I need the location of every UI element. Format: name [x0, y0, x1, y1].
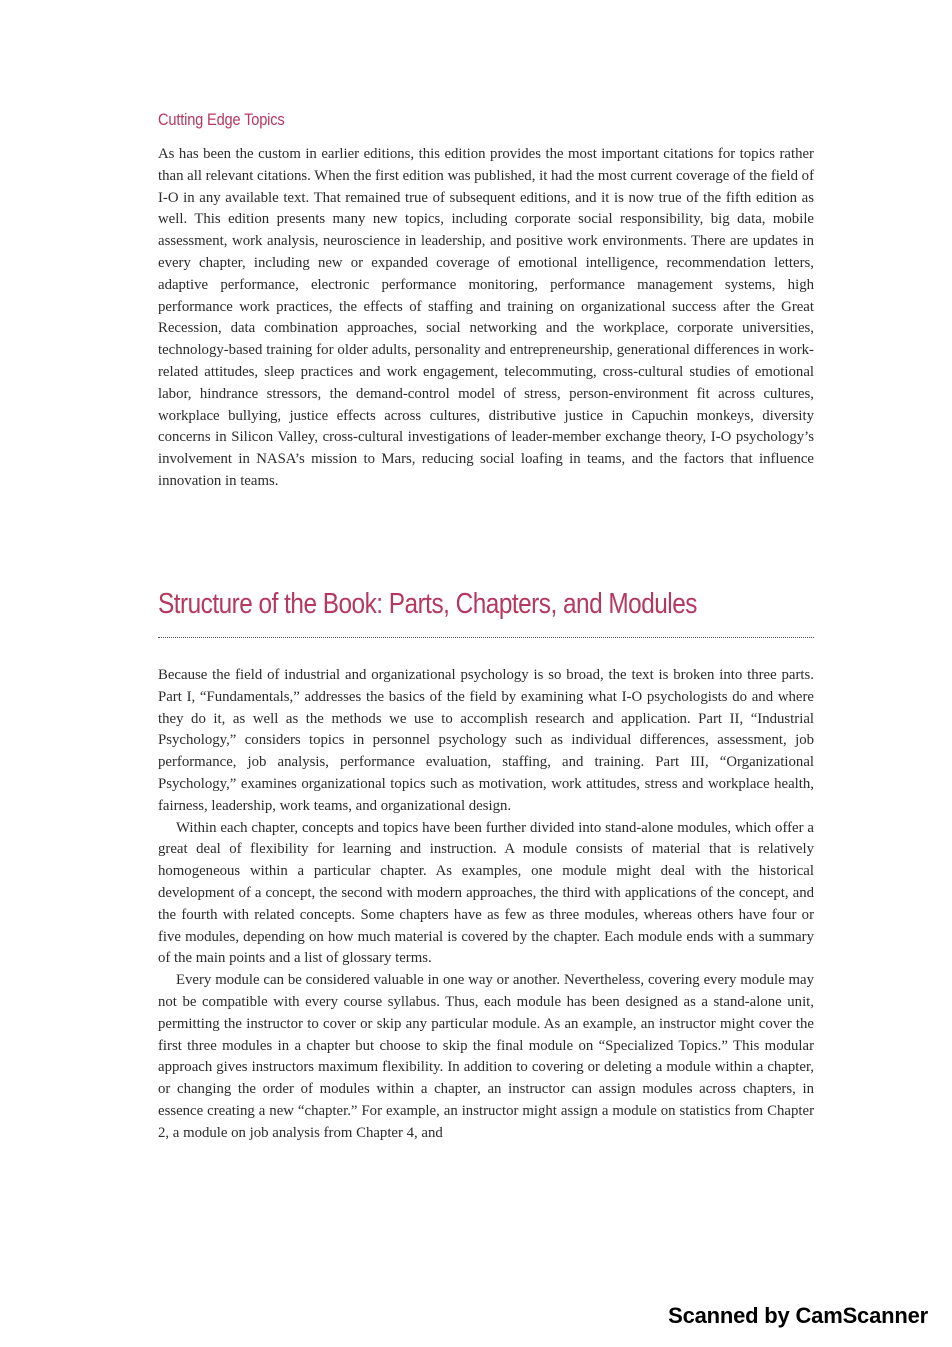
- section-paragraph: Within each chapter, concepts and topics have been further divided into stand-alone modules, which offer a great deal of flexibility for learning and instruction. A module consists of material that is relatively homogeneous within a particular chapter. As examples, one module might deal with the historical development of a concept, the second with modern approaches, the third with applications of the concept, and the fourth with related concepts. Some chapters have as few as three modules, whereas others have four or five modules, depending on how much material is covered by the chapter. Each module ends with a summary of the main points and a list of glossary terms.: [158, 819, 814, 967]
- subsection-paragraph: As has been the custom in earlier editions, this edition provides the most important citations for topics rather than all relevant citations. When the first edition was published, it had the most current coverage of the field of I-O in any available text. That remained true of subsequent editions, and it is now true of the fifth edition as well. This edition presents many new topics, including corporate social responsibility, big data, mobile assessment, work analysis, neuroscience in leadership, and positive work environments. There are updates in every chapter, including new or expanded coverage of emotional intelligence, recommendation letters, adaptive performance, electronic performance monitoring, performance management systems, high performance work practices, the effects of staffing and training on organizational success after the Great Recession, data combination approaches, social networking and the workplace, corporate universities, technology-based training for older adults, personality and entrepreneurship, generational differences in work-related attitudes, sleep practices and work engagement, telecommuting, cross-cultural studies of emotional labor, hindrance stressors, the demand-control model of stress, person-environment fit across cultures, workplace bullying, justice effects across cultures, distributive justice in Capuchin monkeys, diversity concerns in Silicon Valley, cross-cultural investigations of leader-member exchange theory, I-O psychology’s involvement in NASA’s mission to Mars, reducing social loafing in teams, and the factors that influence innovation in teams.: [158, 146, 814, 489]
- section-body: [158, 665, 814, 1145]
- section-paragraph: Every module can be considered valuable in one way or another. Nevertheless, covering every module may not be compatible with every course syllabus. Thus, each module has been designed as a stand-alone unit, permitting the instructor to cover or skip any particular module. As an example, an instructor might cover the first three modules in a chapter but choose to skip the final module on “Specialized Topics.” This modular approach gives instructors maximum flexibility. In addition to covering or deleting a module within a chapter, or changing the order of modules within a chapter, an instructor can assign modules across chapters, in essence creating a new “chapter.” For example, an instructor might assign a module on statistics from Chapter 2, a module on job analysis from Chapter 4, and: [158, 972, 814, 1141]
- dotted-divider: [158, 637, 814, 638]
- section-title: Structure of the Book: Parts, Chapters, and Modules: [158, 588, 697, 620]
- scanner-watermark: Scanned by CamScanner: [668, 1303, 928, 1328]
- section-paragraph: Because the field of industrial and organizational psychology is so broad, the text is broken into three parts. Part I, “Fundamentals,” addresses the basics of the field by examining what I-O psychologists do and where they do it, as well as the methods we use to accomplish research and application. Part II, “Industrial Psychology,” considers topics in personnel psychology such as individual differences, assessment, job performance, job analysis, performance evaluation, staffing, and training. Part III, “Organizational Psychology,” examines organizational topics such as motivation, work attitudes, stress and workplace health, fairness, leadership, work teams, and organizational design.: [158, 667, 814, 814]
- subsection-title: Cutting Edge Topics: [158, 110, 285, 129]
